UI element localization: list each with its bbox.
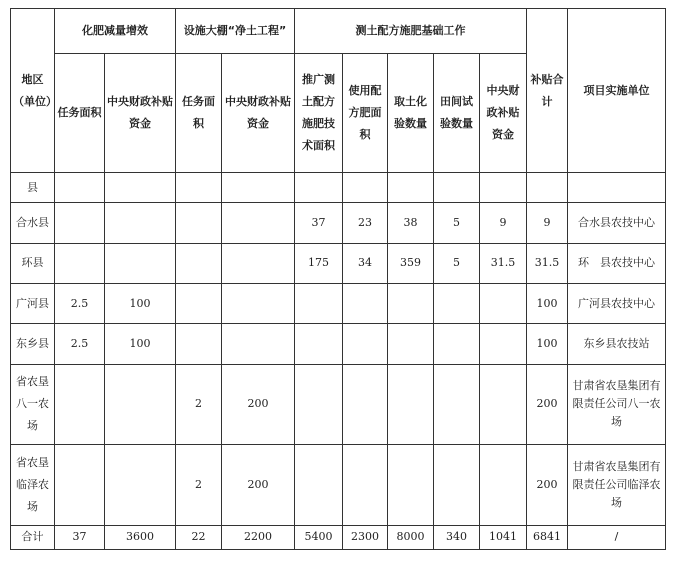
cell-samples: 8000 <box>388 525 434 549</box>
cell-subsidy: 1041 <box>480 525 527 549</box>
cell-promote <box>295 445 343 526</box>
cell-green-fund <box>222 203 295 243</box>
table-row <box>11 203 666 243</box>
header-region: 地区（单位） <box>11 9 55 173</box>
cell-samples <box>388 173 434 203</box>
cell-fert-fund: 100 <box>105 284 176 324</box>
header-central-subsidy: 中央财政补贴资金 <box>480 54 527 173</box>
cell-unit: 合水县农技中心 <box>568 203 666 243</box>
table-row <box>11 364 666 445</box>
cell-use <box>343 324 388 364</box>
cell-unit <box>568 173 666 203</box>
cell-samples: 359 <box>388 243 434 283</box>
cell-tests <box>434 173 480 203</box>
cell-tests: 5 <box>434 203 480 243</box>
cell-fert-fund: 100 <box>105 324 176 364</box>
cell-region: 广河县 <box>11 284 55 324</box>
cell-promote: 37 <box>295 203 343 243</box>
cell-fert-area <box>55 173 105 203</box>
cell-total: 100 <box>527 324 568 364</box>
cell-total: 200 <box>527 364 568 445</box>
cell-green-area <box>176 243 222 283</box>
table-row <box>11 445 666 526</box>
cell-use <box>343 445 388 526</box>
cell-total <box>527 173 568 203</box>
cell-region: 东乡县 <box>11 324 55 364</box>
cell-fert-area: 37 <box>55 525 105 549</box>
cell-unit: / <box>568 525 666 549</box>
cell-tests: 340 <box>434 525 480 549</box>
header-row-1 <box>11 9 666 54</box>
header-green-task-area: 任务面积 <box>176 54 222 173</box>
cell-green-fund: 200 <box>222 364 295 445</box>
cell-subsidy: 9 <box>480 203 527 243</box>
subsidy-table <box>10 8 666 550</box>
header-soil-samples: 取土化验数量 <box>388 54 434 173</box>
cell-fert-area <box>55 243 105 283</box>
cell-use <box>343 364 388 445</box>
cell-region: 省农垦八一农场 <box>11 364 55 445</box>
cell-fert-fund <box>105 364 176 445</box>
cell-fert-area <box>55 445 105 526</box>
cell-total: 31.5 <box>527 243 568 283</box>
cell-fert-fund <box>105 445 176 526</box>
table-row <box>11 525 666 549</box>
cell-unit: 广河县农技中心 <box>568 284 666 324</box>
cell-tests: 5 <box>434 243 480 283</box>
cell-unit: 东乡县农技站 <box>568 324 666 364</box>
cell-region: 省农垦临泽农场 <box>11 445 55 526</box>
cell-promote <box>295 324 343 364</box>
header-green-group: 设施大棚“净土工程” <box>176 9 295 54</box>
cell-green-area <box>176 324 222 364</box>
cell-unit: 甘肃省农垦集团有限责任公司临泽农场 <box>568 445 666 526</box>
cell-promote: 175 <box>295 243 343 283</box>
cell-region: 县 <box>11 173 55 203</box>
cell-green-area: 2 <box>176 445 222 526</box>
table-row <box>11 324 666 364</box>
header-impl-unit: 项目实施单位 <box>568 9 666 173</box>
cell-total: 9 <box>527 203 568 243</box>
cell-green-fund <box>222 324 295 364</box>
table-body <box>11 173 666 550</box>
cell-fert-area <box>55 203 105 243</box>
cell-region: 合计 <box>11 525 55 549</box>
cell-total: 6841 <box>527 525 568 549</box>
header-subsidy-total: 补贴合计 <box>527 9 568 173</box>
cell-region: 合水县 <box>11 203 55 243</box>
cell-fert-fund <box>105 243 176 283</box>
cell-use <box>343 284 388 324</box>
cell-fert-fund: 3600 <box>105 525 176 549</box>
cell-green-fund: 2200 <box>222 525 295 549</box>
cell-green-fund <box>222 284 295 324</box>
cell-green-fund <box>222 243 295 283</box>
cell-tests <box>434 324 480 364</box>
cell-samples <box>388 364 434 445</box>
cell-green-area <box>176 284 222 324</box>
table-row <box>11 173 666 203</box>
header-promote-area: 推广测土配方施肥技术面积 <box>295 54 343 173</box>
cell-promote <box>295 284 343 324</box>
cell-subsidy <box>480 173 527 203</box>
cell-samples <box>388 284 434 324</box>
cell-fert-area <box>55 364 105 445</box>
header-fert-task-area: 任务面积 <box>55 54 105 173</box>
cell-fert-fund <box>105 173 176 203</box>
cell-use: 34 <box>343 243 388 283</box>
header-use-area: 使用配方肥面积 <box>343 54 388 173</box>
header-fert-central-fund: 中央财政补贴资金 <box>105 54 176 173</box>
cell-fert-fund <box>105 203 176 243</box>
table-row <box>11 243 666 283</box>
header-field-tests: 田间试验数量 <box>434 54 480 173</box>
table-row <box>11 284 666 324</box>
cell-use: 23 <box>343 203 388 243</box>
cell-unit: 甘肃省农垦集团有限责任公司八一农场 <box>568 364 666 445</box>
header-soil-group: 测土配方施肥基础工作 <box>295 9 527 54</box>
cell-total: 200 <box>527 445 568 526</box>
cell-subsidy <box>480 284 527 324</box>
cell-subsidy <box>480 445 527 526</box>
cell-promote <box>295 173 343 203</box>
cell-subsidy <box>480 324 527 364</box>
cell-promote: 5400 <box>295 525 343 549</box>
cell-use <box>343 173 388 203</box>
cell-green-area: 2 <box>176 364 222 445</box>
cell-green-fund: 200 <box>222 445 295 526</box>
cell-total: 100 <box>527 284 568 324</box>
cell-samples <box>388 324 434 364</box>
cell-fert-area: 2.5 <box>55 324 105 364</box>
cell-subsidy: 31.5 <box>480 243 527 283</box>
cell-samples: 38 <box>388 203 434 243</box>
cell-tests <box>434 445 480 526</box>
header-green-central-fund: 中央财政补贴资金 <box>222 54 295 173</box>
cell-tests <box>434 284 480 324</box>
cell-green-area <box>176 173 222 203</box>
cell-samples <box>388 445 434 526</box>
cell-green-fund <box>222 173 295 203</box>
cell-region: 环县 <box>11 243 55 283</box>
cell-subsidy <box>480 364 527 445</box>
cell-unit: 环 县农技中心 <box>568 243 666 283</box>
cell-green-area: 22 <box>176 525 222 549</box>
cell-use: 2300 <box>343 525 388 549</box>
cell-green-area <box>176 203 222 243</box>
cell-fert-area: 2.5 <box>55 284 105 324</box>
cell-promote <box>295 364 343 445</box>
cell-tests <box>434 364 480 445</box>
header-fert-group: 化肥减量增效 <box>55 9 176 54</box>
